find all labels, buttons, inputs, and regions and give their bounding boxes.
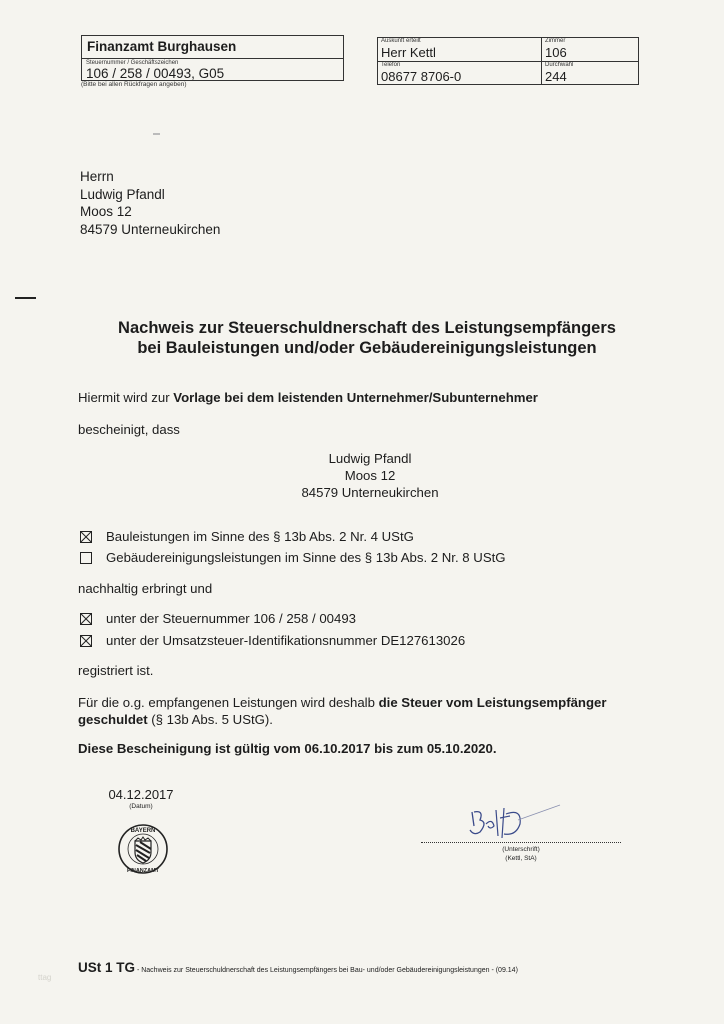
title-line-2: bei Bauleistungen und/oder Gebäudereinigungsleistungen [137,339,597,357]
form-code: USt 1 TG [78,960,136,975]
signature-labels [421,845,621,863]
handwritten-signature [460,800,580,845]
registered-text: registriert ist. [78,663,154,678]
service-option-construction[interactable] [78,528,414,545]
subject-name: Ludwig Pfandl [328,451,412,466]
contact-label: Auskunft erteilt [381,38,421,44]
intro-text: Hiermit wird zur [78,390,174,405]
tax-office-box [81,35,344,81]
liability-tail: (§ 13b Abs. 5 UStG). [147,712,273,727]
extension-value: 244 [545,69,567,84]
scan-speck [153,133,160,135]
recipient-city: 84579 Unterneukirchen [80,221,221,237]
tax-number-value: 106 / 258 / 00493, G05 [86,66,225,81]
signature-label: (Unterschrift) [502,846,540,853]
service-option-label: Gebäudereinigungsleistungen im Sinne des § 13b Abs. 2 Nr. 8 UStG [106,550,506,565]
signature-line [421,842,621,843]
intro-paragraph [78,389,538,406]
document-title [0,318,724,358]
reference-note: (Bitte bei allen Rückfragen angeben) [81,81,187,88]
seal-top-text: BAYERN [130,828,156,834]
recipient-street: Moos 12 [80,204,132,219]
date-label: (Datum) [129,803,153,810]
extension-label: Durchwahl [545,62,574,68]
room-value: 106 [545,45,567,60]
registration-option-vat-id[interactable] [78,632,465,649]
checkbox-checked-icon[interactable] [80,635,92,647]
registration-option-label: unter der Steuernummer 106 / 258 / 00493 [106,611,356,626]
checkbox-checked-icon[interactable] [80,531,92,543]
recipient-salutation: Herrn [80,169,114,184]
signer-name: (Kettl, StA) [505,855,537,862]
service-option-cleaning[interactable] [78,549,506,566]
contact-cell [378,38,541,61]
phone-cell [378,61,541,84]
phone-value: 08677 8706-0 [381,69,462,84]
recipient-name: Ludwig Pfandl [80,186,165,202]
room-label: Zimmer [545,38,566,44]
checkbox-unchecked-icon[interactable] [80,552,92,564]
title-line-1: Nachweis zur Steuerschuldnerschaft des Leistungsempfängers [118,319,616,337]
liability-bold-1: die Steuer vom Leistungsempfänger [378,695,607,710]
form-description: - Nachweis zur Steuerschuldnerschaft des Leistungsempfängers bei Bau- und/oder Gebäudereinigungsleistungen - (09.14) [135,967,518,974]
registration-option-label: unter der Umsatzsteuer-Identifikationsnummer DE127613026 [106,633,466,648]
phone-label: Telefon [381,62,401,68]
checkbox-checked-icon[interactable] [80,613,92,625]
tax-office-name: Finanzamt Burghausen [82,36,343,59]
subject-street: Moos 12 [344,468,396,483]
intro-bold-text: Vorlage bei dem leistenden Unternehmer/Subunternehmer [173,390,538,405]
watermark: ttag [38,973,52,982]
issue-date: 04.12.2017 [108,787,174,802]
liability-text: Für die o.g. empfangenen Leistungen wird deshalb [78,695,379,710]
form-footer [78,961,518,978]
tax-number-label: Steuernummer / Geschäftszeichen [86,60,179,66]
contact-box [377,37,639,85]
fold-mark [15,297,36,299]
validity-statement: Diese Bescheinigung ist gültig vom 06.10.2017 bis zum 05.10.2020. [78,741,497,756]
registration-option-tax-number[interactable] [78,610,356,627]
liability-bold-2: geschuldet [78,712,148,727]
certified-text: bescheinigt, dass [78,422,180,437]
liability-paragraph [78,694,638,728]
sustained-text: nachhaltig erbringt und [78,581,213,596]
room-cell [541,38,638,61]
service-option-label: Bauleistungen im Sinne des § 13b Abs. 2 Nr. 4 UStG [106,529,414,544]
date-block [100,787,182,811]
subject-city: 84579 Unterneukirchen [301,485,439,500]
extension-cell [541,61,638,84]
recipient-address [80,168,220,238]
seal-bottom-text: FINANZAMT [126,868,160,874]
subject-address [250,450,490,501]
contact-value: Herr Kettl [381,45,436,60]
bavarian-tax-office-seal-icon [113,823,173,875]
